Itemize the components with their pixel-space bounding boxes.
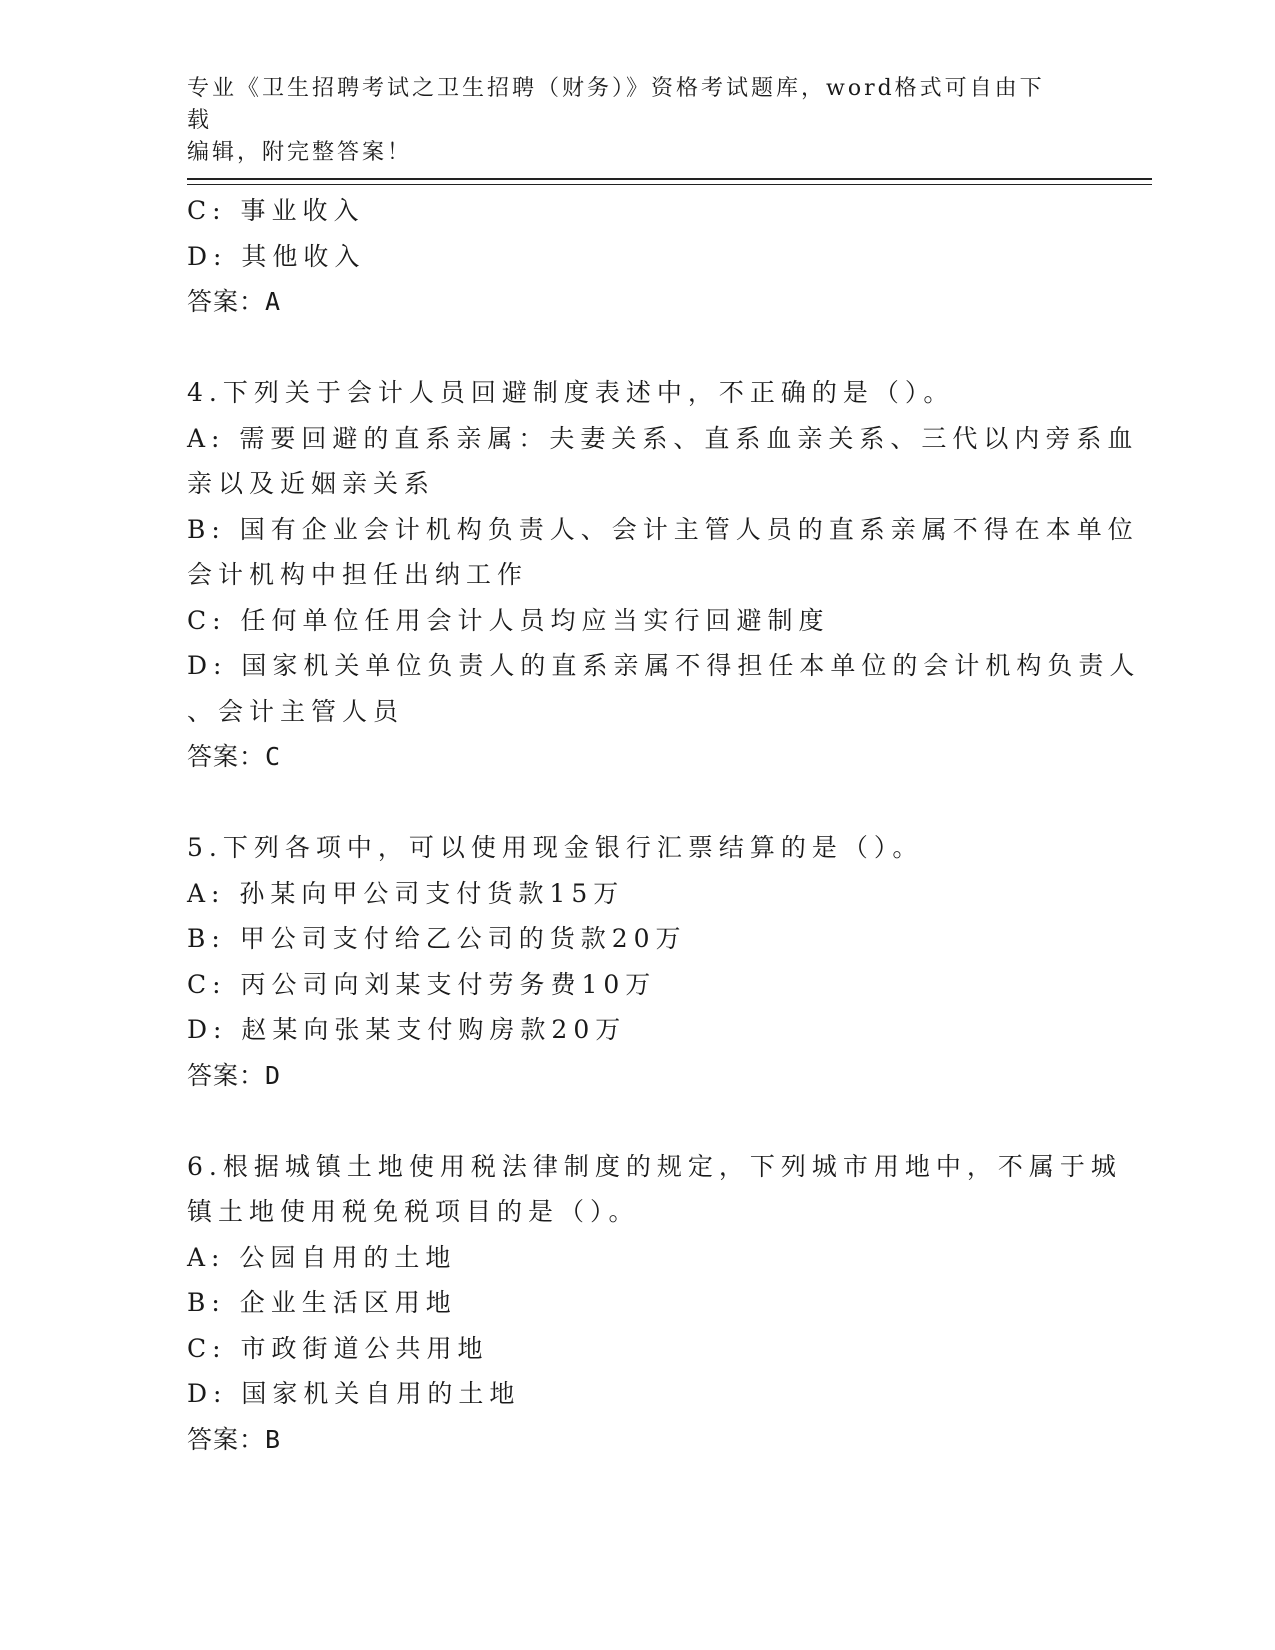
option-line: C: 丙公司向刘某支付劳务费10万: [187, 969, 657, 999]
option-line: 会计机构中担任出纳工作: [187, 560, 529, 589]
option-line: C: 任何单位任用会计人员均应当实行回避制度: [187, 605, 830, 635]
answer-line: 答案：A: [187, 287, 282, 316]
option-line: C: 事业收入: [187, 196, 365, 225]
header-line-1: 专业《卫生招聘考试之卫生招聘（财务）》资格考试题库，word格式可自由下载: [187, 76, 1045, 133]
option-line: C: 市政街道公共用地: [187, 1333, 489, 1363]
header-line-2: 编辑，附完整答案！: [187, 140, 413, 165]
document-header: [187, 73, 1067, 169]
option-line: A: 需要回避的直系亲属：夫妻关系、直系血亲关系、三代以内旁系血: [187, 423, 1139, 453]
answer-line: 答案：C: [187, 742, 282, 771]
option-line: A: 孙某向甲公司支付货款15万: [187, 878, 625, 908]
option-line: 亲以及近姻亲关系: [187, 469, 436, 498]
option-line: 、会计主管人员: [187, 696, 405, 726]
answer-line: 答案：B: [187, 1424, 282, 1454]
question-4: [187, 370, 1141, 780]
option-line: A: 公园自用的土地: [187, 1242, 457, 1272]
option-line: D: 其他收入: [187, 241, 366, 271]
carryover-question: [187, 188, 1087, 325]
header-divider-thick: [187, 178, 1152, 180]
question-stem: 镇土地使用税免税项目的是（）。: [187, 1197, 640, 1226]
header-divider-thin: [187, 184, 1152, 185]
option-line: B: 甲公司支付给乙公司的货款20万: [187, 924, 687, 953]
question-stem: 6.根据城镇土地使用税法律制度的规定，下列城市用地中，不属于城: [187, 1151, 1122, 1181]
question-5: [187, 825, 1087, 1098]
question-stem: 4.下列关于会计人员回避制度表述中，不正确的是（）。: [187, 378, 955, 407]
option-line: B: 企业生活区用地: [187, 1288, 457, 1317]
question-6: [187, 1144, 1122, 1463]
option-line: D: 国家机关单位负责人的直系亲属不得担任本单位的会计机构负责人: [187, 651, 1141, 680]
document-body: [187, 188, 1141, 1462]
question-stem: 5.下列各项中，可以使用现金银行汇票结算的是（）。: [187, 833, 924, 862]
option-line: B: 国有企业会计机构负责人、会计主管人员的直系亲属不得在本单位: [187, 514, 1139, 544]
option-line: D: 赵某向张某支付购房款20万: [187, 1015, 627, 1044]
option-line: D: 国家机关自用的土地: [187, 1379, 521, 1408]
answer-line: 答案：D: [187, 1060, 282, 1090]
